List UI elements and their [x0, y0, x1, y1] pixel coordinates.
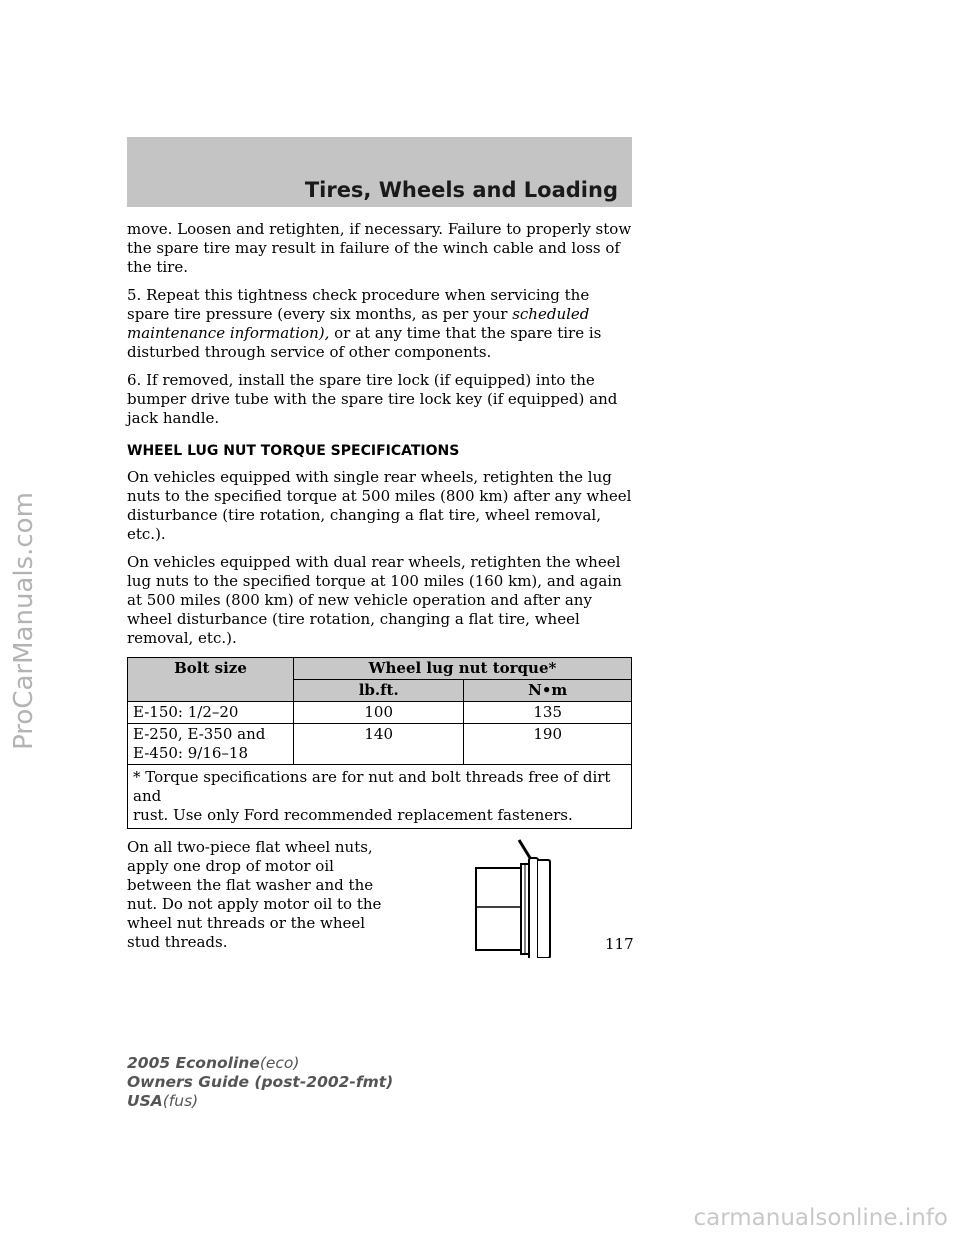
- page-number: 117: [605, 935, 634, 953]
- lug-nut-section: [127, 838, 632, 958]
- column-header-bolt-size: Bolt size: [128, 658, 294, 702]
- paragraph-step-5: 5. Repeat this tightness check procedure when servicing the spare tire pressure (every six months, as per your scheduled maintenance information), or at any time that the spare tire is disturbed through service of other components.: [127, 286, 602, 361]
- torque-table: [127, 657, 632, 829]
- page-content: [127, 220, 632, 958]
- lug-nut-oil-note: On all two-piece flat wheel nuts, apply one drop of motor oil between the flat washer and the nut. Do not apply motor oil to the wheel nut threads or the wheel stud threads.: [127, 838, 382, 951]
- maintenance-reference: scheduled maintenance information),: [127, 305, 590, 342]
- table-row: [128, 702, 632, 724]
- column-header-nm: N•m: [464, 680, 632, 702]
- section-title: Tires, Wheels and Loading: [304, 178, 618, 202]
- nm-cell: 135: [464, 702, 632, 724]
- bolt-size-cell: E-250, E-350 and E-450: 9/16–18: [128, 724, 294, 765]
- wheel-nut-flange: [529, 858, 538, 958]
- wheel-nut-body: [476, 868, 521, 950]
- lug-nut-illustration: [462, 838, 562, 958]
- torque-footnote: * Torque specifications are for nut and bolt threads free of dirt and rust. Use only Ford recommended replacement fasteners.: [128, 765, 632, 829]
- table-row: [128, 724, 632, 765]
- bolt-size-cell: E-150: 1/2–20: [128, 702, 294, 724]
- paragraph-spare-tire-stow: move. Loosen and retighten, if necessary. Failure to properly stow the spare tire may result in failure of the winch cable and loss of the tire.: [127, 220, 632, 276]
- nm-cell: 190: [464, 724, 632, 765]
- section-header-band: [127, 137, 632, 207]
- paragraph-single-rear-wheels: On vehicles equipped with single rear wheels, retighten the lug nuts to the specified torque at 500 miles (800 km) after any wheel disturbance (tire rotation, changing a flat tire, wheel removal, etc.).: [127, 468, 632, 543]
- lbft-cell: 140: [294, 724, 464, 765]
- bottom-watermark: carmanualsonline.info: [693, 1205, 948, 1231]
- document-footer: 2005 Econoline(eco) Owners Guide (post-2002-fmt) USA(fus): [127, 1054, 394, 1110]
- paragraph-dual-rear-wheels: On vehicles equipped with dual rear wheels, retighten the wheel lug nuts to the specified torque at 100 miles (160 km), and again at 500 miles (800 km) of new vehicle operation and after any wheel disturbance (tire rotation, changing a flat tire, wheel removal, etc.).: [127, 553, 622, 647]
- torque-specs-heading: WHEEL LUG NUT TORQUE SPECIFICATIONS: [127, 443, 460, 459]
- side-watermark: ProCarManuals.com: [9, 492, 39, 750]
- paragraph-step-6: 6. If removed, install the spare tire lock (if equipped) into the bumper drive tube with the spare tire lock key (if equipped) and jack handle.: [127, 371, 618, 427]
- column-header-lbft: lb.ft.: [294, 680, 464, 702]
- lbft-cell: 100: [294, 702, 464, 724]
- column-header-torque: Wheel lug nut torque*: [294, 658, 632, 680]
